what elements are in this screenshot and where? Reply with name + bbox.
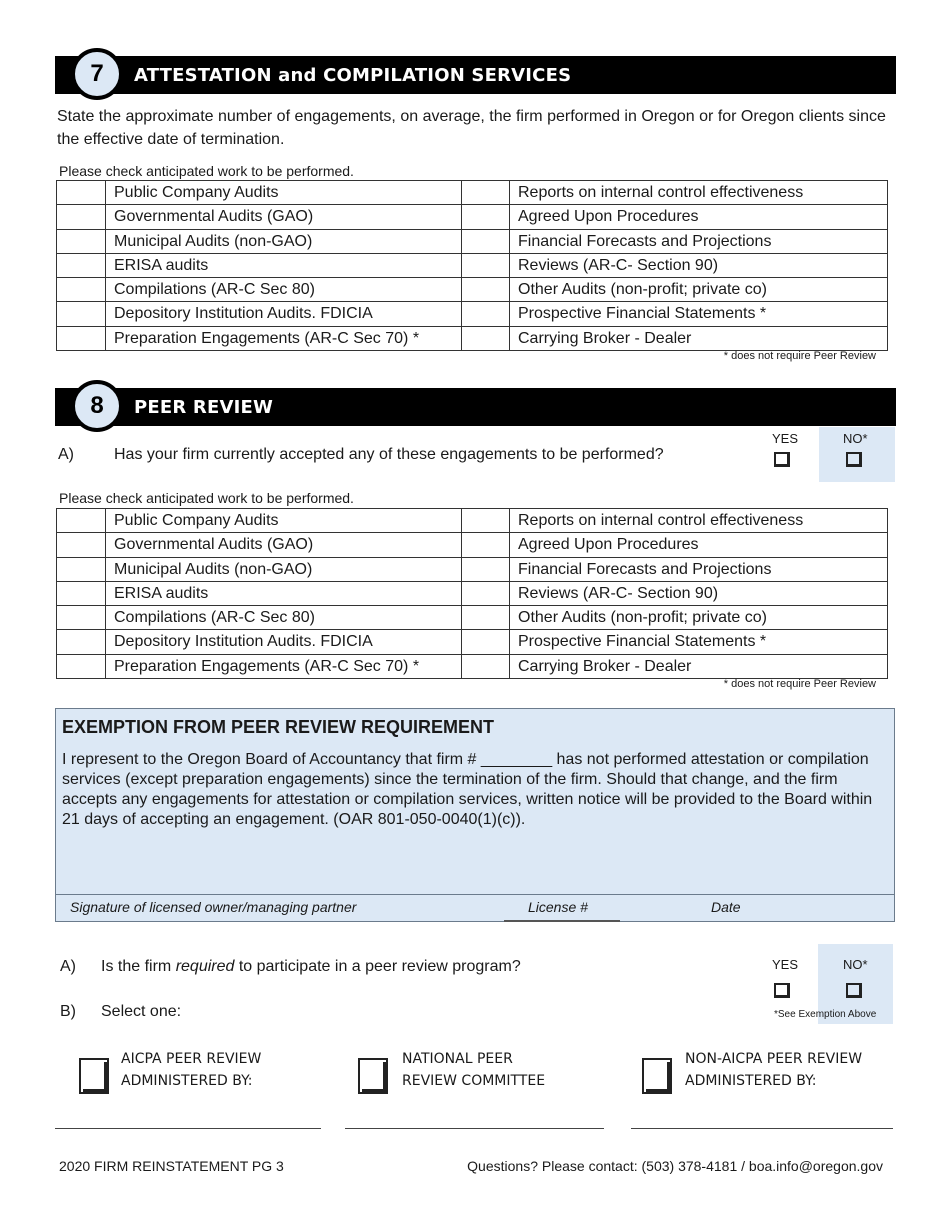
- signature-label: Signature of licensed owner/managing partner: [70, 899, 357, 915]
- engagement-checkbox[interactable]: [462, 582, 510, 605]
- section-8-engagement-grid: [56, 508, 888, 679]
- engagement-label: Other Audits (non-profit; private co): [518, 281, 767, 299]
- see-exemption-note: *See Exemption Above: [774, 1009, 877, 1020]
- engagement-label: Municipal Audits (non-GAO): [106, 558, 462, 581]
- engagement-checkbox[interactable]: [57, 630, 106, 653]
- engagement-checkbox[interactable]: [462, 606, 510, 629]
- engagement-label: Compilations (AR-C Sec 80): [106, 606, 462, 629]
- license-label: License #: [528, 899, 588, 915]
- program-no-label: NO*: [843, 957, 868, 972]
- engagement-label: Reviews (AR-C- Section 90): [518, 584, 719, 602]
- engagement-label: Prospective Financial Statements *: [518, 305, 767, 323]
- engagement-checkbox[interactable]: [57, 582, 106, 605]
- non-aicpa-option-checkbox[interactable]: [642, 1058, 672, 1094]
- section-7-check-label: Please check anticipated work to be performed.: [59, 163, 354, 179]
- table-row: [57, 302, 887, 326]
- engagement-label: ERISA audits: [106, 254, 462, 277]
- non-aicpa-administrator-line[interactable]: [631, 1128, 893, 1129]
- engagement-checkbox[interactable]: [462, 302, 510, 325]
- section-7-header: [55, 56, 896, 94]
- table-row: [57, 558, 887, 582]
- engagement-label: Other Audits (non-profit; private co): [518, 609, 767, 627]
- section-7-title: ATTESTATION and COMPILATION SERVICES: [134, 65, 572, 86]
- engagement-label: Carrying Broker - Dealer: [518, 329, 692, 347]
- table-row: [57, 655, 887, 679]
- engagement-label: Prospective Financial Statements *: [518, 633, 767, 651]
- table-row: [57, 630, 887, 654]
- engagement-checkbox[interactable]: [462, 533, 510, 556]
- engagement-checkbox[interactable]: [57, 278, 106, 301]
- yes-checkbox[interactable]: [774, 452, 790, 467]
- engagement-checkbox[interactable]: [462, 230, 510, 253]
- table-row: [57, 254, 887, 278]
- engagement-label: Public Company Audits: [106, 509, 462, 532]
- aicpa-option-checkbox[interactable]: [79, 1058, 109, 1094]
- engagement-label: Depository Institution Audits. FDICIA: [106, 302, 462, 325]
- exemption-title: EXEMPTION FROM PEER REVIEW REQUIREMENT: [62, 717, 495, 737]
- engagement-checkbox[interactable]: [57, 558, 106, 581]
- engagement-checkbox[interactable]: [57, 302, 106, 325]
- section-8-check-label: Please check anticipated work to be performed.: [59, 490, 354, 506]
- table-row: [57, 205, 887, 229]
- question-a-letter: A): [58, 446, 74, 463]
- national-option-checkbox[interactable]: [358, 1058, 388, 1094]
- engagement-checkbox[interactable]: [57, 606, 106, 629]
- engagement-label: Public Company Audits: [106, 181, 462, 204]
- program-question-b-text: Select one:: [101, 1003, 182, 1020]
- engagement-checkbox[interactable]: [57, 205, 106, 228]
- engagement-label: Agreed Upon Procedures: [518, 536, 699, 554]
- signature-line: [56, 894, 894, 895]
- engagement-label: Governmental Audits (GAO): [106, 533, 462, 556]
- engagement-label: Reviews (AR-C- Section 90): [518, 256, 719, 274]
- engagement-label: Financial Forecasts and Projections: [518, 560, 772, 578]
- engagement-checkbox[interactable]: [462, 655, 510, 678]
- table-row: [57, 509, 887, 533]
- section-7-peer-review-note: * does not require Peer Review: [723, 350, 876, 362]
- engagement-checkbox[interactable]: [57, 655, 106, 678]
- engagement-checkbox[interactable]: [462, 327, 510, 350]
- aicpa-administrator-line[interactable]: [55, 1128, 321, 1129]
- yes-label: YES: [772, 431, 799, 446]
- engagement-checkbox[interactable]: [462, 181, 510, 204]
- program-no-checkbox[interactable]: [846, 983, 862, 998]
- engagement-checkbox[interactable]: [57, 327, 106, 350]
- engagement-label: Reports on internal control effectiveness: [518, 184, 804, 201]
- engagement-label: Preparation Engagements (AR-C Sec 70) *: [106, 327, 462, 350]
- table-row: [57, 606, 887, 630]
- table-row: [57, 181, 887, 205]
- section-8-title: PEER REVIEW: [134, 397, 274, 418]
- date-label: Date: [711, 899, 741, 915]
- question-a-text: Has your firm currently accepted any of these engagements to be performed?: [114, 446, 664, 463]
- engagement-label: Agreed Upon Procedures: [518, 208, 699, 226]
- program-question-b-letter: B): [60, 1003, 76, 1020]
- section-8-peer-review-note: * does not require Peer Review: [723, 678, 876, 690]
- aicpa-option-label: AICPA PEER REVIEW ADMINISTERED BY:: [121, 1051, 262, 1089]
- table-row: [57, 533, 887, 557]
- section-8-number: 8: [71, 380, 123, 432]
- engagement-label: Carrying Broker - Dealer: [518, 657, 692, 675]
- footer-page-label: 2020 FIRM REINSTATEMENT PG 3: [59, 1158, 284, 1174]
- engagement-label: Preparation Engagements (AR-C Sec 70) *: [106, 655, 462, 678]
- engagement-checkbox[interactable]: [462, 278, 510, 301]
- engagement-checkbox[interactable]: [462, 558, 510, 581]
- section-7-intro: State the approximate number of engagements, on average, the firm performed in Oregon or for Oregon clients since the effective date of termination.: [57, 108, 886, 148]
- program-yes-checkbox[interactable]: [774, 983, 790, 998]
- engagement-checkbox[interactable]: [462, 509, 510, 532]
- program-question-a-text: Is the firm required to participate in a peer review program?: [101, 958, 521, 975]
- table-row: [57, 327, 887, 351]
- engagement-checkbox[interactable]: [462, 254, 510, 277]
- engagement-label: Compilations (AR-C Sec 80): [106, 278, 462, 301]
- engagement-checkbox[interactable]: [57, 181, 106, 204]
- engagement-checkbox[interactable]: [57, 509, 106, 532]
- exemption-box: [55, 708, 895, 922]
- exemption-text: I represent to the Oregon Board of Accountancy that firm # ________ has not performed attestation or compilation services (except preparation engagements) since the termination of the firm. Should that change, and the firm accepts any engagements for attestation or compilation services, written notice will be provided to the Board within 21 days of accepting an engagement. (OAR 801-050-0040(1)(c)).: [62, 751, 873, 828]
- footer-contact: Questions? Please contact: (503) 378-4181 / boa.info@oregon.gov: [467, 1158, 883, 1174]
- table-row: [57, 582, 887, 606]
- engagement-checkbox[interactable]: [57, 230, 106, 253]
- engagement-checkbox[interactable]: [462, 630, 510, 653]
- section-7-engagement-grid: [56, 180, 888, 351]
- table-row: [57, 230, 887, 254]
- engagement-checkbox[interactable]: [462, 205, 510, 228]
- engagement-label: Financial Forecasts and Projections: [518, 232, 772, 250]
- national-administrator-line: [345, 1128, 604, 1129]
- engagement-label: Reports on internal control effectiveness: [518, 512, 804, 529]
- section-8-header: [55, 388, 896, 426]
- non-aicpa-option-label: NON-AICPA PEER REVIEW ADMINISTERED BY:: [685, 1051, 863, 1089]
- program-yes-label: YES: [772, 957, 799, 972]
- section-7-number: 7: [71, 48, 123, 100]
- national-option-label: NATIONAL PEER REVIEW COMMITTEE: [402, 1051, 546, 1089]
- engagement-label: Municipal Audits (non-GAO): [106, 230, 462, 253]
- engagement-label: Depository Institution Audits. FDICIA: [106, 630, 462, 653]
- engagement-checkbox[interactable]: [57, 254, 106, 277]
- license-underline: [504, 920, 620, 922]
- program-question-a-letter: A): [60, 958, 76, 975]
- no-label: NO*: [843, 431, 868, 446]
- no-checkbox[interactable]: [846, 452, 862, 467]
- engagement-checkbox[interactable]: [57, 533, 106, 556]
- table-row: [57, 278, 887, 302]
- engagement-label: Governmental Audits (GAO): [106, 205, 462, 228]
- engagement-label: ERISA audits: [106, 582, 462, 605]
